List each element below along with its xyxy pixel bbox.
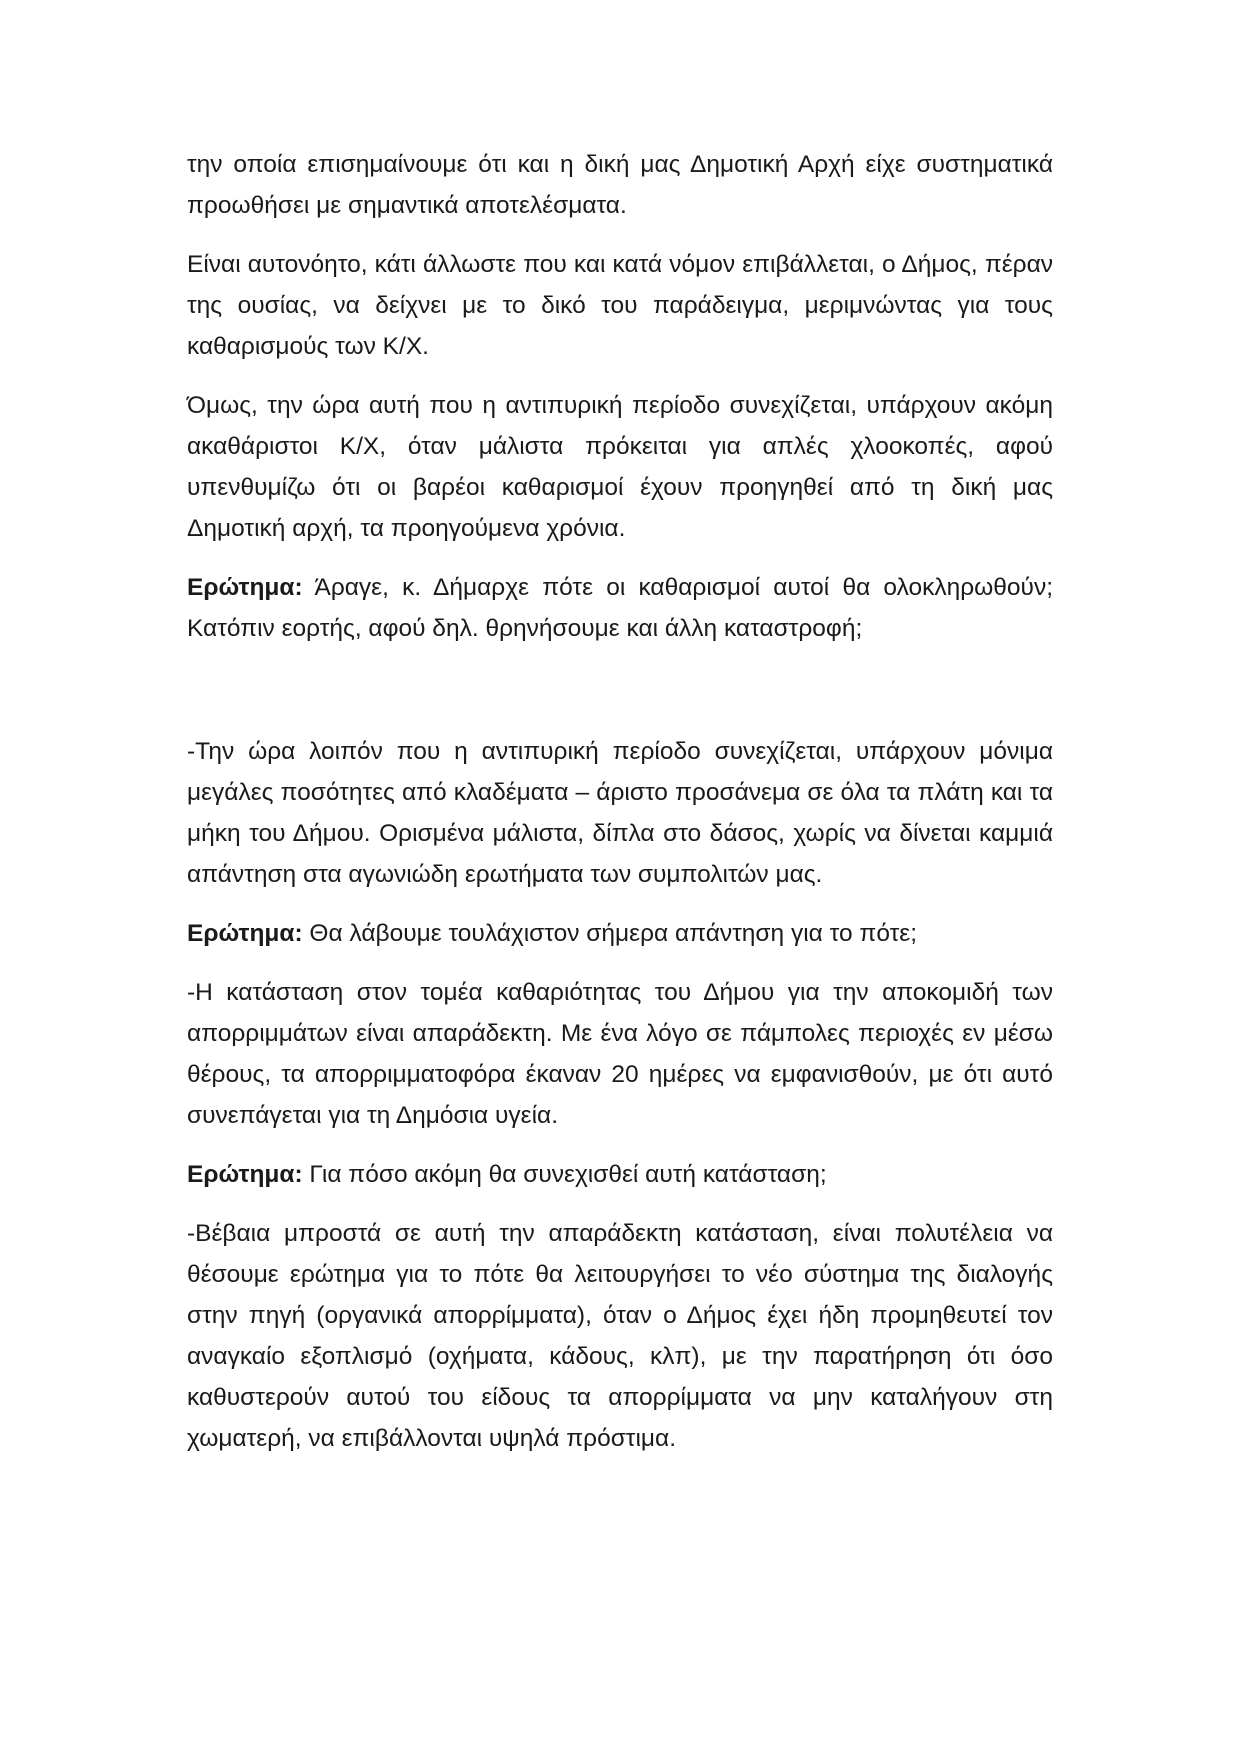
section-spacer	[187, 667, 1053, 731]
question-1	[187, 567, 1053, 649]
question-2-text: Θα λάβουμε τουλάχιστον σήμερα απάντηση για το πότε;	[302, 920, 918, 947]
question-2-label: Ερώτημα:	[187, 920, 303, 947]
paragraph-3: Όμως, την ώρα αυτή που η αντιπυρική περίοδο συνεχίζεται, υπάρχουν ακόμη ακαθάριστοι Κ/Χ, όταν μάλιστα πρόκειται για απλές χλοοκοπές, αφού υπενθυμίζω ότι οι βαρέοι καθαρισμοί έχουν προηγηθεί από τη δική μας Δημοτική αρχή, τα προηγούμενα χρόνια.	[187, 392, 1053, 542]
paragraph-6: -Βέβαια μπροστά σε αυτή την απαράδεκτη κατάσταση, είναι πολυτέλεια να θέσουμε ερώτημα για το πότε θα λειτουργήσει το νέο σύστημα της διαλογής στην πηγή (οργανικά απορρίμματα), όταν ο Δήμος έχει ήδη προμηθευτεί τον αναγκαίο εξοπλισμό (οχήματα, κάδους, κλπ), με την παρατήρηση ότι όσο καθυστερούν αυτού του είδους τα απορρίμματα να μην καταλήγουν στη χωματερή, να επιβάλλονται υψηλά πρόστιμα.	[187, 1220, 1053, 1452]
question-1-label: Ερώτημα:	[187, 574, 303, 601]
paragraph-4: -Την ώρα λοιπόν που η αντιπυρική περίοδο συνεχίζεται, υπάρχουν μόνιμα μεγάλες ποσότητες από κλαδέματα – άριστο προσάνεμα σε όλα τα πλάτη και τα μήκη του Δήμου. Ορισμένα μάλιστα, δίπλα στο δάσος, χωρίς να δίνεται καμμιά απάντηση στα αγωνιώδη ερωτήματα των συμπολιτών μας.	[187, 738, 1053, 888]
question-2	[187, 913, 1053, 954]
paragraph-2: Είναι αυτονόητο, κάτι άλλωστε που και κατά νόμον επιβάλλεται, ο Δήμος, πέραν της ουσίας, να δείχνει με το δικό του παράδειγμα, μεριμνώντας για τους καθαρισμούς των Κ/Χ.	[187, 251, 1053, 360]
question-3-text: Για πόσο ακόμη θα συνεχισθεί αυτή κατάσταση;	[302, 1161, 827, 1188]
question-3-label: Ερώτημα:	[187, 1161, 303, 1188]
document-body	[187, 144, 1053, 1477]
question-3	[187, 1154, 1053, 1195]
paragraph-1: την οποία επισημαίνουμε ότι και η δική μας Δημοτική Αρχή είχε συστηματικά προωθήσει με σημαντικά αποτελέσματα.	[187, 151, 1053, 219]
question-1-text: Άραγε, κ. Δήμαρχε πότε οι καθαρισμοί αυτοί θα ολοκληρωθούν; Κατόπιν εορτής, αφού δηλ. θρηνήσουμε και άλλη καταστροφή;	[187, 574, 1053, 642]
paragraph-5: -Η κατάσταση στον τομέα καθαριότητας του Δήμου για την αποκομιδή των απορριμμάτων είναι απαράδεκτη. Με ένα λόγο σε πάμπολες περιοχές εν μέσω θέρους, τα απορριμματοφόρα έκαναν 20 ημέρες να εμφανισθούν, με ότι αυτό συνεπάγεται για τη Δημόσια υγεία.	[187, 979, 1053, 1129]
